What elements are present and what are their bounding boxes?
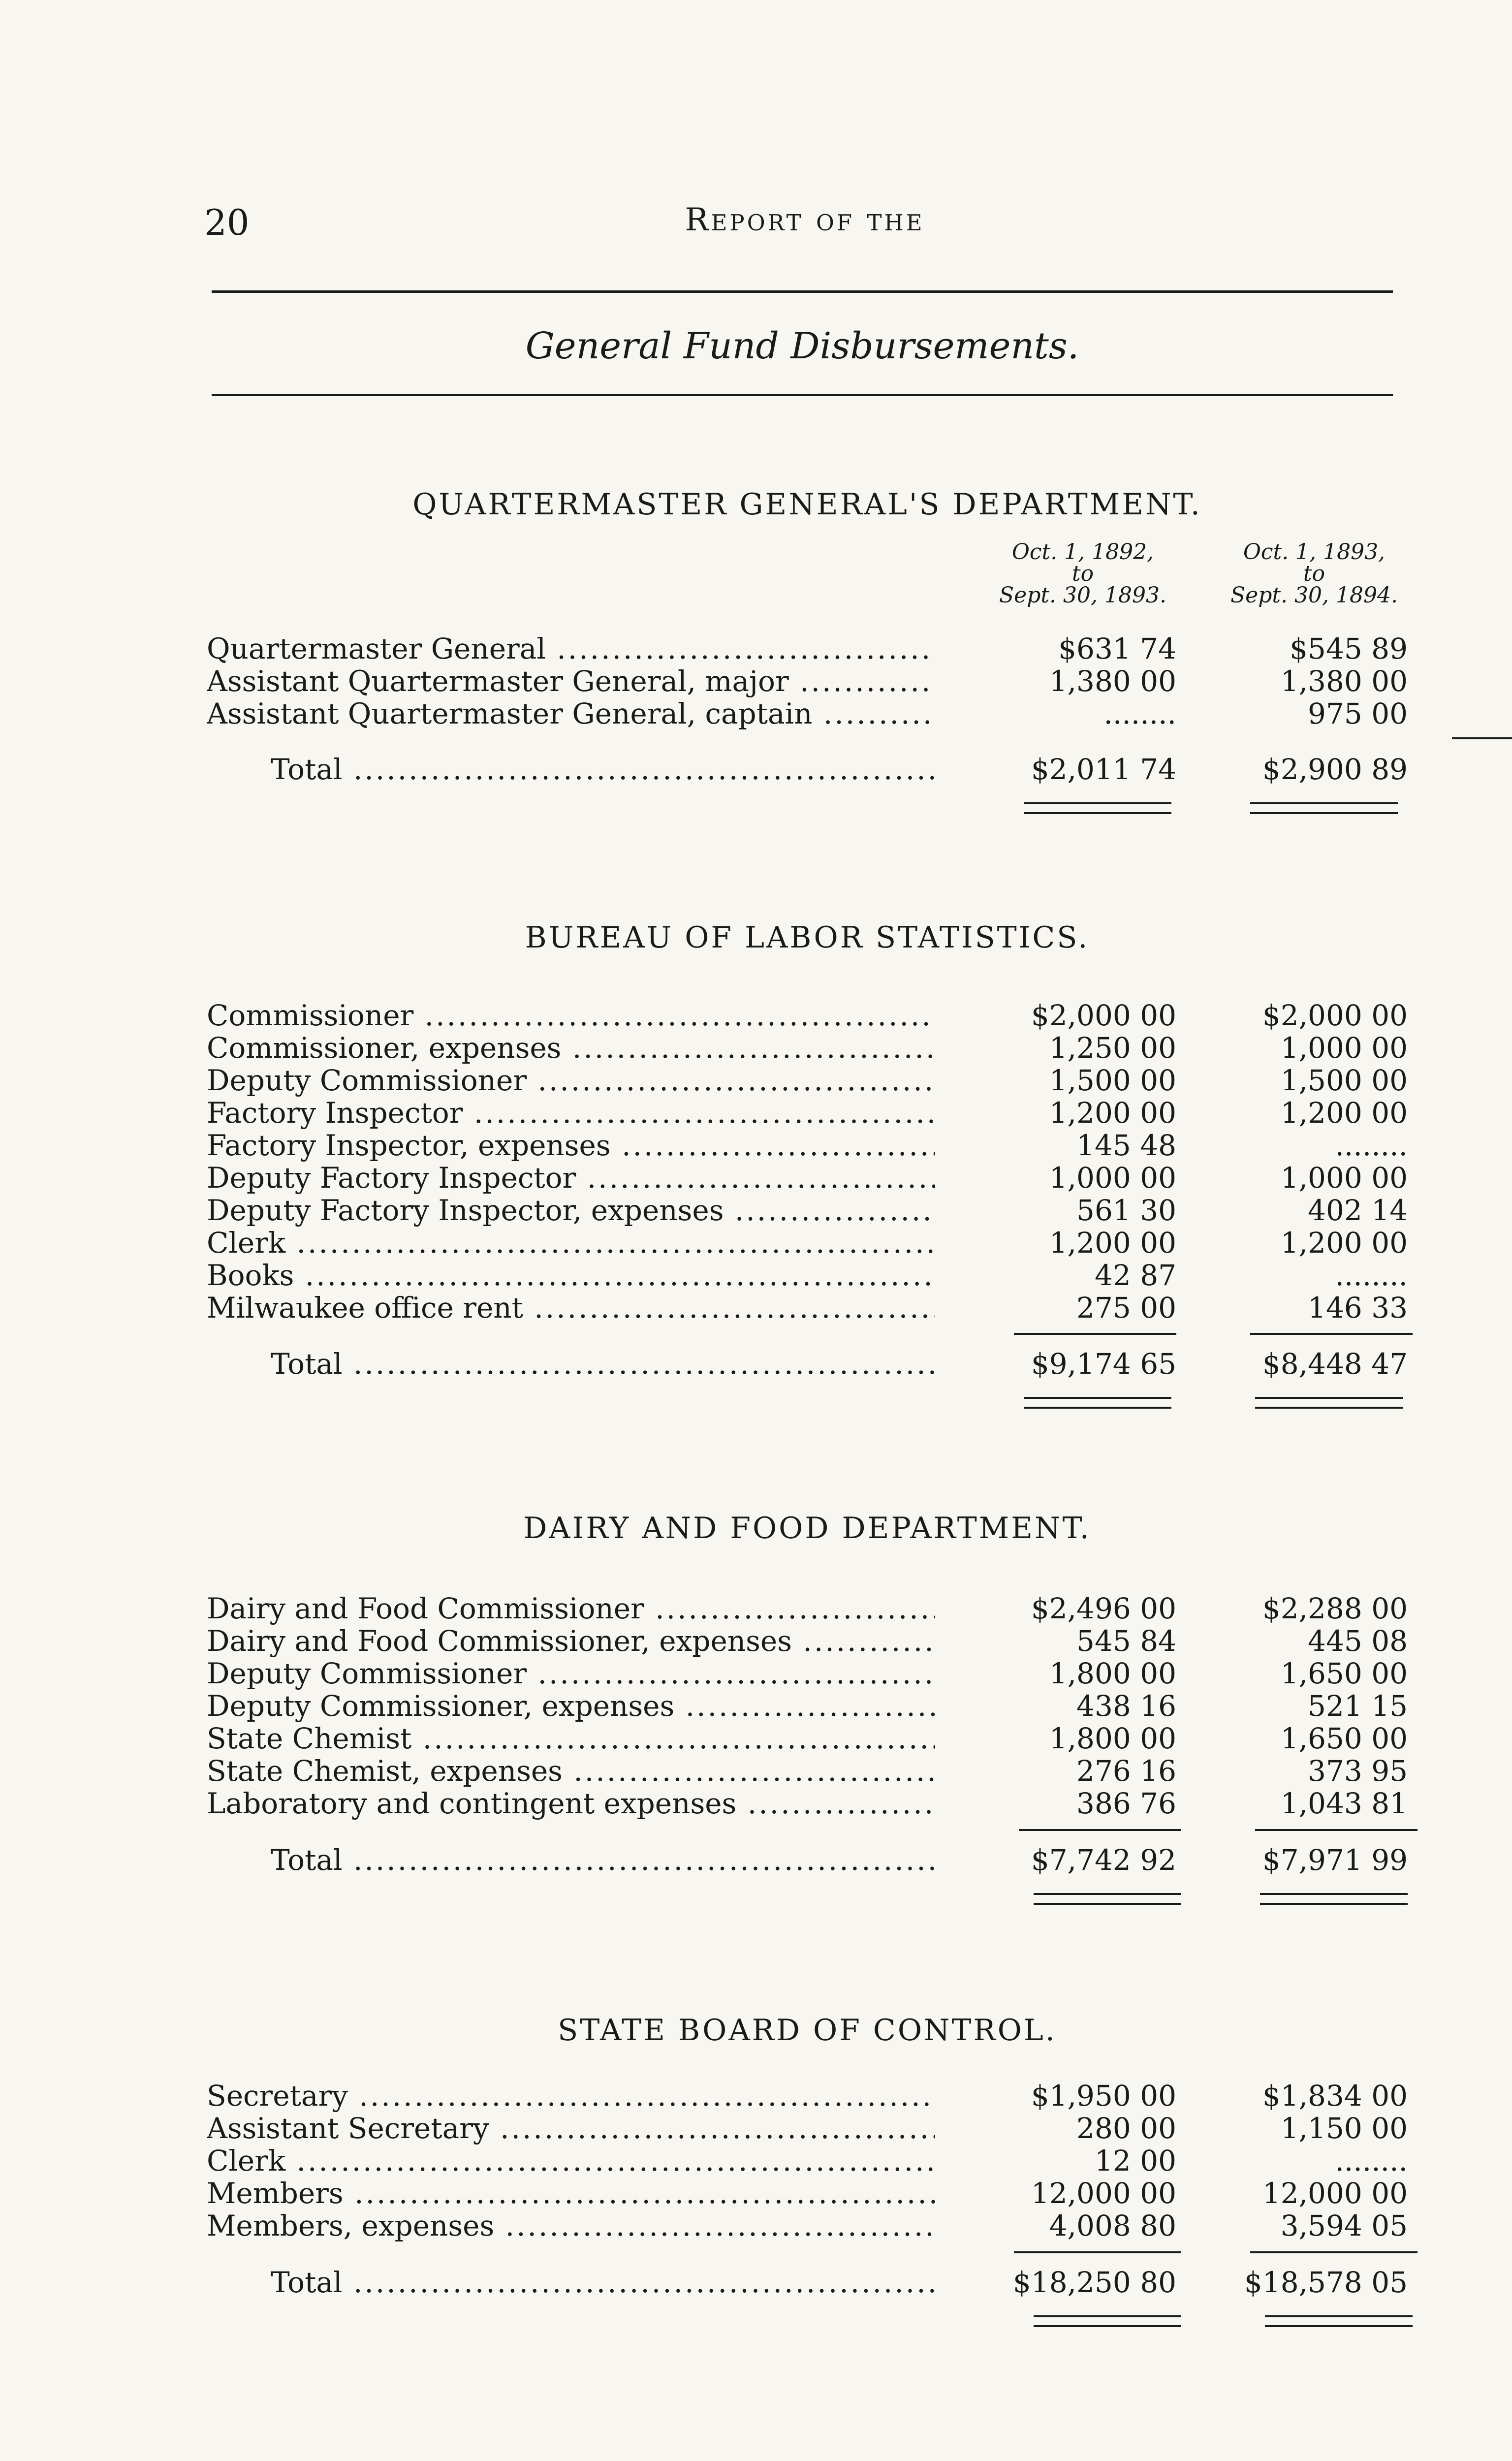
column-heading-to: to: [1303, 561, 1325, 586]
row-label: Deputy Commissioner .....: [207, 1657, 935, 1690]
amount-1894: $2,288 00: [1262, 1592, 1408, 1625]
total-double-rule: [1024, 802, 1171, 814]
table-row: [207, 1755, 1408, 1787]
amount-1894: 1,650 00: [1280, 1722, 1408, 1755]
section-quartermaster: [207, 487, 1408, 832]
amount-1893: $2,000 00: [1031, 999, 1176, 1032]
amount-1893: 1,200 00: [1049, 1096, 1176, 1130]
amount-1893: 386 76: [1076, 1787, 1176, 1820]
amount-1893: $631 74: [1058, 632, 1176, 665]
row-label: Deputy Factory Inspector, expenses .....: [207, 1194, 935, 1227]
total-double-rule: [1260, 1893, 1408, 1905]
amount-1894: 1,380 00: [1280, 664, 1408, 698]
row-label: Dairy and Food Commissioner .....: [207, 1592, 935, 1625]
row-label: Deputy Commissioner, expenses .....: [207, 1690, 935, 1722]
row-label: Commissioner, expenses .....: [207, 1032, 935, 1064]
total-double-rule: [1255, 1397, 1403, 1409]
row-label: Dairy and Food Commissioner, expenses .....: [207, 1625, 935, 1657]
total-1894: $18,578 05: [1244, 2266, 1408, 2299]
row-label: State Chemist, expenses .....: [207, 1755, 935, 1787]
row-label: Assistant Quartermaster General, captain .....: [207, 697, 935, 730]
row-label: Deputy Commissioner .....: [207, 1064, 935, 1097]
sum-rule: [1014, 2251, 1181, 2253]
table-row: [207, 1097, 1408, 1129]
row-label: Books .....: [207, 1259, 935, 1292]
table-row: [207, 999, 1408, 1032]
amount-1894: 1,150 00: [1280, 2112, 1408, 2145]
table-row: [207, 1292, 1408, 1324]
amount-1894: 445 08: [1308, 1624, 1408, 1658]
amount-1894: 975 00: [1308, 697, 1408, 730]
row-label: Quartermaster General .....: [207, 632, 935, 665]
section-title: STATE BOARD OF CONTROL.: [558, 2013, 1057, 2048]
table-row: [207, 665, 1408, 697]
section-dairy-food: [207, 1511, 1408, 1954]
amount-1893: 280 00: [1076, 2112, 1176, 2145]
table-row: [207, 1227, 1408, 1259]
amount-1894: 373 95: [1308, 1754, 1408, 1788]
amount-1894: ........: [1335, 2144, 1408, 2177]
total-double-rule: [1024, 1397, 1171, 1409]
section-labor-statistics: [207, 920, 1408, 1413]
row-label: Members, expenses .....: [207, 2209, 935, 2242]
amount-1893: 1,000 00: [1049, 1161, 1176, 1195]
total-row: [207, 1348, 1408, 1380]
page-number: 20: [204, 202, 250, 243]
amount-1893: 12 00: [1094, 2144, 1176, 2177]
column-heading-from: Oct. 1, 1892,: [1011, 539, 1154, 565]
table-row: [207, 632, 1408, 665]
amount-1893: 4,008 80: [1049, 2209, 1176, 2242]
amount-1893: 1,800 00: [1049, 1722, 1176, 1755]
sum-rule: [1250, 1333, 1413, 1335]
row-label: Clerk .....: [207, 2145, 935, 2177]
total-1893: $9,174 65: [1031, 1347, 1176, 1381]
row-label: Milwaukee office rent .....: [207, 1292, 935, 1324]
amount-1893: 276 16: [1076, 1754, 1176, 1788]
row-label: Clerk .....: [207, 1227, 935, 1259]
section-title: DAIRY AND FOOD DEPARTMENT.: [523, 1511, 1091, 1546]
row-label: Deputy Factory Inspector .....: [207, 1162, 935, 1194]
column-heading-1893: [989, 541, 1176, 606]
total-1894: $2,900 89: [1262, 753, 1408, 786]
page-header: [204, 202, 1405, 246]
sum-rule: [1255, 1829, 1418, 1831]
table-row: [207, 1722, 1408, 1755]
amount-1894: 1,650 00: [1280, 1657, 1408, 1690]
amount-1894: $2,000 00: [1262, 999, 1408, 1032]
amount-1893: 1,250 00: [1049, 1031, 1176, 1065]
amount-1893: 275 00: [1076, 1291, 1176, 1325]
sum-rule: [1014, 1333, 1176, 1335]
total-label: Total .....: [207, 753, 935, 786]
table-row: [207, 697, 1408, 730]
amount-1894: 521 15: [1308, 1689, 1408, 1723]
amount-1894: 1,043 81: [1280, 1787, 1408, 1820]
total-double-rule: [1034, 1893, 1181, 1905]
table-row: [207, 1787, 1408, 1820]
amount-1893: $2,496 00: [1031, 1592, 1176, 1625]
row-label: Assistant Quartermaster General, major .....: [207, 665, 935, 697]
row-label: Commissioner .....: [207, 999, 935, 1032]
table-row: [207, 1064, 1408, 1097]
amount-1893: ........: [1103, 697, 1176, 730]
total-row: [207, 2266, 1408, 2299]
row-label: Assistant Secretary .....: [207, 2112, 935, 2145]
table-row: [207, 2177, 1408, 2209]
amount-1894: 3,594 05: [1280, 2209, 1408, 2242]
sum-rule: [1452, 737, 1512, 739]
total-double-rule: [1265, 2315, 1413, 2327]
table-row: [207, 1162, 1408, 1194]
row-label: Factory Inspector .....: [207, 1097, 935, 1129]
row-label: State Chemist .....: [207, 1722, 935, 1755]
sum-rule: [1019, 1829, 1181, 1831]
amount-1893: 42 87: [1094, 1259, 1176, 1292]
header-rule-bottom: [212, 394, 1393, 396]
amount-1894: 12,000 00: [1262, 2177, 1408, 2210]
sum-rule: [1250, 2251, 1418, 2253]
row-label: Laboratory and contingent expenses .....: [207, 1787, 935, 1820]
section-title: QUARTERMASTER GENERAL'S DEPARTMENT.: [412, 487, 1202, 522]
table-row: [207, 1690, 1408, 1722]
section-state-board: [207, 2013, 1408, 2358]
total-1893: $2,011 74: [1031, 753, 1176, 786]
amount-1893: 1,380 00: [1049, 664, 1176, 698]
total-double-rule: [1034, 2315, 1181, 2327]
amount-1894: 1,000 00: [1280, 1031, 1408, 1065]
amount-1894: ........: [1335, 1129, 1408, 1162]
table-row: [207, 1032, 1408, 1064]
amount-1893: 545 84: [1076, 1624, 1176, 1658]
total-1894: $7,971 99: [1262, 1843, 1408, 1877]
amount-1893: 1,800 00: [1049, 1657, 1176, 1690]
total-label: Total .....: [207, 1844, 935, 1876]
table-row: [207, 1657, 1408, 1690]
table-row: [207, 2145, 1408, 2177]
total-label: Total .....: [207, 1348, 935, 1380]
total-1893: $7,742 92: [1031, 1843, 1176, 1877]
amount-1894: 402 14: [1308, 1194, 1408, 1227]
amount-1894: 1,500 00: [1280, 1064, 1408, 1097]
amount-1894: 1,200 00: [1280, 1096, 1408, 1130]
header-rule-top: [212, 290, 1393, 293]
row-label: Members .....: [207, 2177, 935, 2209]
total-row: [207, 753, 1408, 786]
table-row: [207, 1259, 1408, 1292]
amount-1894: ........: [1335, 1259, 1408, 1292]
amount-1893: 561 30: [1076, 1194, 1176, 1227]
table-row: [207, 2080, 1408, 2112]
amount-1893: 1,200 00: [1049, 1226, 1176, 1260]
table-row: [207, 2112, 1408, 2145]
column-heading-until: Sept. 30, 1893.: [999, 583, 1166, 608]
amount-1894: $545 89: [1290, 632, 1408, 665]
total-row: [207, 1844, 1408, 1876]
page-subtitle: General Fund Disbursements.: [525, 325, 1079, 367]
column-heading-from: Oct. 1, 1893,: [1243, 539, 1386, 565]
section-title: BUREAU OF LABOR STATISTICS.: [525, 920, 1090, 955]
amount-1893: 145 48: [1076, 1129, 1176, 1162]
total-double-rule: [1250, 802, 1398, 814]
column-heading-1894: [1221, 541, 1408, 606]
amount-1894: $1,834 00: [1262, 2079, 1408, 2113]
table-row: [207, 1592, 1408, 1625]
amount-1894: 1,000 00: [1280, 1161, 1408, 1195]
table-row: [207, 2209, 1408, 2242]
row-label: Factory Inspector, expenses .....: [207, 1129, 935, 1162]
table-row: [207, 1194, 1408, 1227]
amount-1893: 1,500 00: [1049, 1064, 1176, 1097]
total-1894: $8,448 47: [1262, 1347, 1408, 1381]
column-heading-until: Sept. 30, 1894.: [1230, 583, 1398, 608]
amount-1894: 146 33: [1308, 1291, 1408, 1325]
table-row: [207, 1129, 1408, 1162]
amount-1893: $1,950 00: [1031, 2079, 1176, 2113]
amount-1894: 1,200 00: [1280, 1226, 1408, 1260]
row-label: Secretary .....: [207, 2080, 935, 2112]
running-title: Report of the: [685, 202, 925, 238]
total-1893: $18,250 80: [1012, 2266, 1176, 2299]
amount-1893: 12,000 00: [1031, 2177, 1176, 2210]
total-label: Total .....: [207, 2266, 935, 2299]
amount-1893: 438 16: [1076, 1689, 1176, 1723]
column-heading-to: to: [1071, 561, 1094, 586]
table-row: [207, 1625, 1408, 1657]
